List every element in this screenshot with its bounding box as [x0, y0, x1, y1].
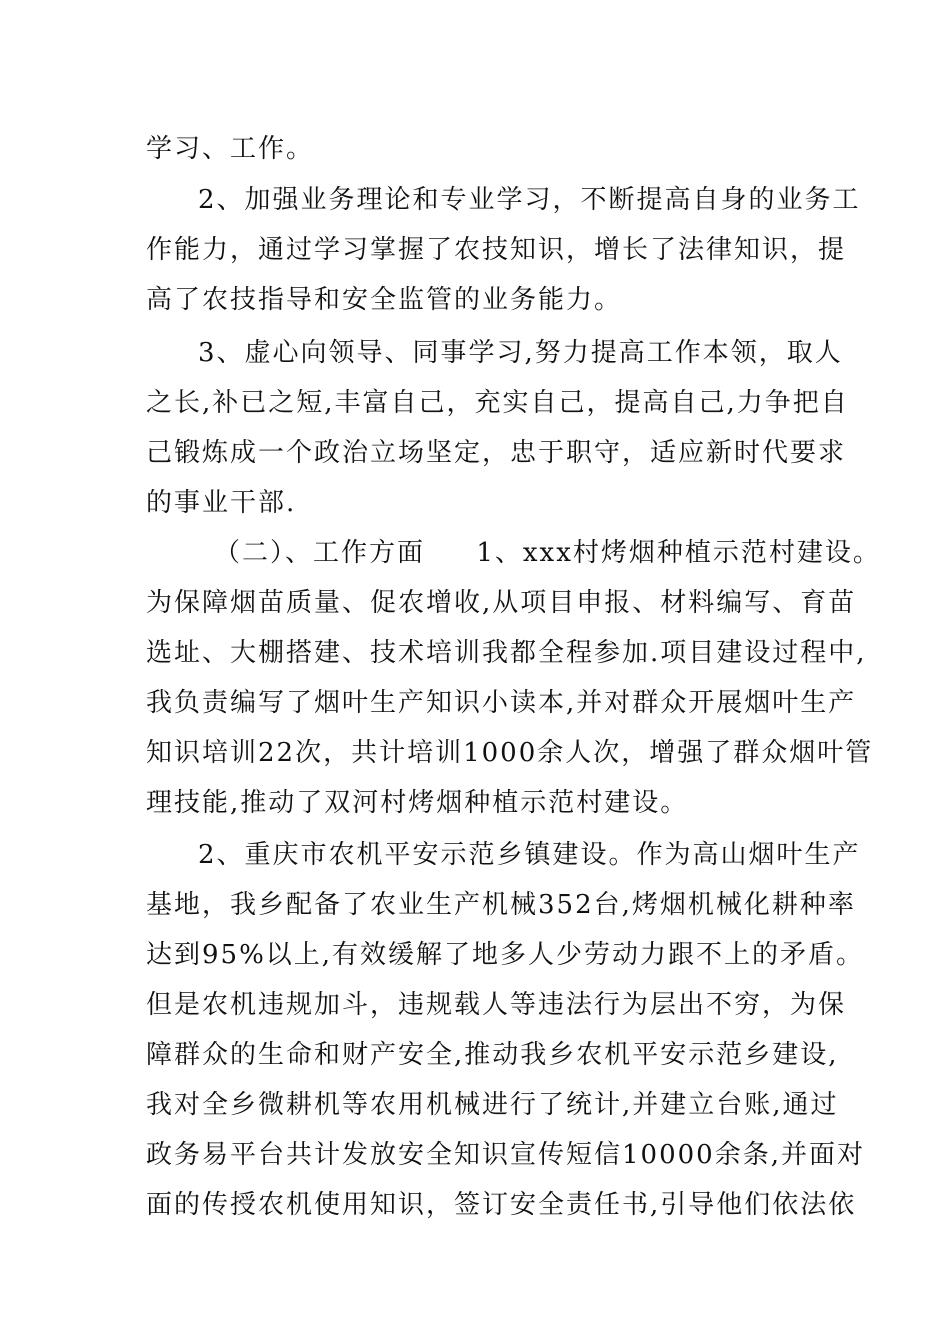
text-line: 面的传授农机使用知识，签订安全责任书,引导他们依法依: [146, 1190, 857, 1220]
text-line: 的事业干部.: [146, 488, 297, 518]
text-line: 但是农机违规加斗，违规载人等违法行为层出不穷，为保: [146, 990, 847, 1020]
text-line: 高了农技指导和安全监管的业务能力。: [146, 285, 623, 315]
text-line: 我负责编写了烟叶生产知识小读本,并对群众开展烟叶生产: [146, 688, 857, 718]
text-line: 知识培训22次，共计培训1000余人次，增强了群众烟叶管: [146, 738, 874, 768]
text-line: 己锻炼成一个政治立场坚定，忠于职守，适应新时代要求: [146, 438, 847, 468]
text-line: 3、虚心向领导、同事学习,努力提高工作本领，取人: [198, 338, 843, 368]
text-line: 之长,补已之短,丰富自己，充实自己，提高自己,力争把自: [146, 388, 849, 418]
text-line: 理技能,推动了双河村烤烟种植示范村建设。: [146, 788, 689, 818]
text-line: 障群众的生命和财产安全,推动我乡农机平安示范乡建设,: [146, 1040, 839, 1070]
section-heading-line: （二）、工作方面 1、xxx村烤烟种植示范村建设。: [214, 538, 881, 568]
text-line: 为保障烟苗质量、促农增收,从项目申报、材料编写、育苗: [146, 588, 857, 618]
text-line: 达到95%以上,有效缓解了地多人少劳动力跟不上的矛盾。: [146, 940, 865, 970]
text-line: 作能力，通过学习掌握了农技知识，增长了法律知识，提: [146, 235, 847, 265]
text-line: 政务易平台共计发放安全知识宣传短信10000余条,并面对: [146, 1140, 865, 1170]
text-line: 我对全乡微耕机等农用机械进行了统计,并建立台账,通过: [146, 1090, 839, 1120]
text-line: 学习、工作。: [146, 134, 315, 164]
text-line: 基地，我乡配备了农业生产机械352台,烤烟机械化耕种率: [146, 890, 856, 920]
text-line: 2、重庆市农机平安示范乡镇建设。作为高山烟叶生产: [198, 840, 861, 870]
text-line: 2、加强业务理论和专业学习，不断提高自身的业务工: [198, 185, 861, 215]
text-line: 选址、大棚搭建、技术培训我都全程参加.项目建设过程中,: [146, 638, 867, 668]
